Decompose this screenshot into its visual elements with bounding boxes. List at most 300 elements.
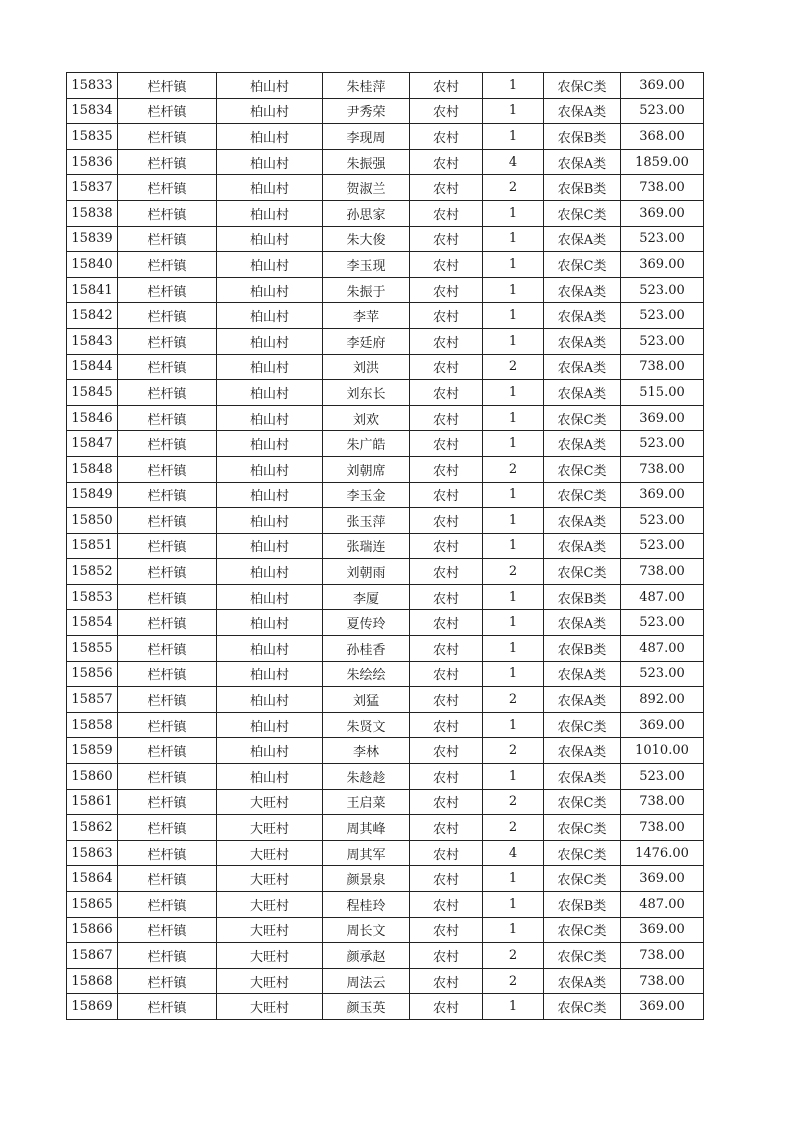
person-count-cell: 1 xyxy=(483,200,544,226)
name-cell: 李现周 xyxy=(323,124,410,150)
household-type-cell: 农村 xyxy=(410,73,483,99)
village-cell: 柏山村 xyxy=(217,98,323,124)
amount-cell: 523.00 xyxy=(621,277,704,303)
town-cell: 栏杆镇 xyxy=(118,328,217,354)
insurance-category-cell: 农保C类 xyxy=(544,482,621,508)
name-cell: 张瑞连 xyxy=(323,533,410,559)
town-cell: 栏杆镇 xyxy=(118,303,217,329)
record-id-cell: 15866 xyxy=(67,917,118,943)
village-cell: 柏山村 xyxy=(217,328,323,354)
town-cell: 栏杆镇 xyxy=(118,789,217,815)
household-type-cell: 农村 xyxy=(410,328,483,354)
insurance-category-cell: 农保B类 xyxy=(544,636,621,662)
table-row xyxy=(67,994,704,1020)
town-cell: 栏杆镇 xyxy=(118,764,217,790)
person-count-cell: 1 xyxy=(483,661,544,687)
person-count-cell: 1 xyxy=(483,764,544,790)
insurance-category-cell: 农保C类 xyxy=(544,559,621,585)
person-count-cell: 1 xyxy=(483,431,544,457)
amount-cell: 523.00 xyxy=(621,328,704,354)
name-cell: 颜玉英 xyxy=(323,994,410,1020)
household-type-cell: 农村 xyxy=(410,380,483,406)
village-cell: 柏山村 xyxy=(217,380,323,406)
village-cell: 柏山村 xyxy=(217,610,323,636)
household-type-cell: 农村 xyxy=(410,149,483,175)
table-row xyxy=(67,124,704,150)
amount-cell: 515.00 xyxy=(621,380,704,406)
household-type-cell: 农村 xyxy=(410,559,483,585)
insurance-category-cell: 农保A类 xyxy=(544,738,621,764)
town-cell: 栏杆镇 xyxy=(118,508,217,534)
household-type-cell: 农村 xyxy=(410,917,483,943)
town-cell: 栏杆镇 xyxy=(118,943,217,969)
town-cell: 栏杆镇 xyxy=(118,73,217,99)
household-type-cell: 农村 xyxy=(410,354,483,380)
person-count-cell: 1 xyxy=(483,252,544,278)
amount-cell: 738.00 xyxy=(621,559,704,585)
name-cell: 夏传玲 xyxy=(323,610,410,636)
record-id-cell: 15841 xyxy=(67,277,118,303)
household-type-cell: 农村 xyxy=(410,968,483,994)
household-type-cell: 农村 xyxy=(410,584,483,610)
village-cell: 柏山村 xyxy=(217,482,323,508)
village-cell: 柏山村 xyxy=(217,175,323,201)
record-id-cell: 15851 xyxy=(67,533,118,559)
household-type-cell: 农村 xyxy=(410,456,483,482)
amount-cell: 523.00 xyxy=(621,431,704,457)
insurance-category-cell: 农保C类 xyxy=(544,405,621,431)
table-row xyxy=(67,738,704,764)
town-cell: 栏杆镇 xyxy=(118,917,217,943)
amount-cell: 487.00 xyxy=(621,892,704,918)
insurance-category-cell: 农保A类 xyxy=(544,968,621,994)
person-count-cell: 2 xyxy=(483,354,544,380)
table-row xyxy=(67,380,704,406)
insurance-category-cell: 农保A类 xyxy=(544,380,621,406)
town-cell: 栏杆镇 xyxy=(118,559,217,585)
name-cell: 刘猛 xyxy=(323,687,410,713)
village-cell: 大旺村 xyxy=(217,892,323,918)
name-cell: 李林 xyxy=(323,738,410,764)
name-cell: 刘朝席 xyxy=(323,456,410,482)
insurance-category-cell: 农保B类 xyxy=(544,175,621,201)
record-id-cell: 15833 xyxy=(67,73,118,99)
village-cell: 大旺村 xyxy=(217,815,323,841)
household-type-cell: 农村 xyxy=(410,431,483,457)
town-cell: 栏杆镇 xyxy=(118,610,217,636)
table-row xyxy=(67,405,704,431)
town-cell: 栏杆镇 xyxy=(118,149,217,175)
table-row xyxy=(67,303,704,329)
amount-cell: 738.00 xyxy=(621,943,704,969)
amount-cell: 738.00 xyxy=(621,175,704,201)
insurance-category-cell: 农保C类 xyxy=(544,943,621,969)
person-count-cell: 1 xyxy=(483,712,544,738)
household-type-cell: 农村 xyxy=(410,303,483,329)
record-id-cell: 15868 xyxy=(67,968,118,994)
amount-cell: 523.00 xyxy=(621,98,704,124)
person-count-cell: 2 xyxy=(483,559,544,585)
name-cell: 王启菜 xyxy=(323,789,410,815)
amount-cell: 1859.00 xyxy=(621,149,704,175)
person-count-cell: 1 xyxy=(483,610,544,636)
amount-cell: 738.00 xyxy=(621,815,704,841)
person-count-cell: 2 xyxy=(483,968,544,994)
table-row xyxy=(67,149,704,175)
insurance-category-cell: 农保C类 xyxy=(544,73,621,99)
village-cell: 柏山村 xyxy=(217,559,323,585)
table-row xyxy=(67,431,704,457)
record-id-cell: 15863 xyxy=(67,840,118,866)
subsidy-table xyxy=(66,72,704,1020)
amount-cell: 369.00 xyxy=(621,200,704,226)
person-count-cell: 1 xyxy=(483,73,544,99)
table-row xyxy=(67,200,704,226)
name-cell: 程桂玲 xyxy=(323,892,410,918)
person-count-cell: 1 xyxy=(483,380,544,406)
household-type-cell: 农村 xyxy=(410,943,483,969)
town-cell: 栏杆镇 xyxy=(118,840,217,866)
record-id-cell: 15847 xyxy=(67,431,118,457)
person-count-cell: 1 xyxy=(483,508,544,534)
insurance-category-cell: 农保A类 xyxy=(544,98,621,124)
household-type-cell: 农村 xyxy=(410,636,483,662)
amount-cell: 523.00 xyxy=(621,764,704,790)
town-cell: 栏杆镇 xyxy=(118,738,217,764)
insurance-category-cell: 农保C类 xyxy=(544,456,621,482)
person-count-cell: 1 xyxy=(483,405,544,431)
insurance-category-cell: 农保C类 xyxy=(544,840,621,866)
name-cell: 周法云 xyxy=(323,968,410,994)
village-cell: 大旺村 xyxy=(217,994,323,1020)
amount-cell: 487.00 xyxy=(621,584,704,610)
village-cell: 柏山村 xyxy=(217,712,323,738)
village-cell: 柏山村 xyxy=(217,636,323,662)
record-id-cell: 15861 xyxy=(67,789,118,815)
table-row xyxy=(67,559,704,585)
household-type-cell: 农村 xyxy=(410,482,483,508)
village-cell: 大旺村 xyxy=(217,943,323,969)
table-row xyxy=(67,98,704,124)
person-count-cell: 2 xyxy=(483,815,544,841)
name-cell: 李厦 xyxy=(323,584,410,610)
town-cell: 栏杆镇 xyxy=(118,200,217,226)
person-count-cell: 1 xyxy=(483,328,544,354)
record-id-cell: 15839 xyxy=(67,226,118,252)
name-cell: 李玉金 xyxy=(323,482,410,508)
record-id-cell: 15858 xyxy=(67,712,118,738)
village-cell: 柏山村 xyxy=(217,226,323,252)
record-id-cell: 15844 xyxy=(67,354,118,380)
household-type-cell: 农村 xyxy=(410,712,483,738)
household-type-cell: 农村 xyxy=(410,840,483,866)
household-type-cell: 农村 xyxy=(410,661,483,687)
amount-cell: 369.00 xyxy=(621,917,704,943)
record-id-cell: 15867 xyxy=(67,943,118,969)
name-cell: 朱趁趁 xyxy=(323,764,410,790)
person-count-cell: 4 xyxy=(483,149,544,175)
table-row xyxy=(67,175,704,201)
person-count-cell: 1 xyxy=(483,303,544,329)
person-count-cell: 2 xyxy=(483,789,544,815)
insurance-category-cell: 农保C类 xyxy=(544,994,621,1020)
table-row xyxy=(67,840,704,866)
household-type-cell: 农村 xyxy=(410,789,483,815)
insurance-category-cell: 农保C类 xyxy=(544,200,621,226)
village-cell: 柏山村 xyxy=(217,687,323,713)
town-cell: 栏杆镇 xyxy=(118,482,217,508)
name-cell: 刘洪 xyxy=(323,354,410,380)
town-cell: 栏杆镇 xyxy=(118,456,217,482)
amount-cell: 738.00 xyxy=(621,968,704,994)
table-row xyxy=(67,661,704,687)
town-cell: 栏杆镇 xyxy=(118,712,217,738)
village-cell: 大旺村 xyxy=(217,789,323,815)
household-type-cell: 农村 xyxy=(410,815,483,841)
village-cell: 柏山村 xyxy=(217,277,323,303)
record-id-cell: 15869 xyxy=(67,994,118,1020)
household-type-cell: 农村 xyxy=(410,610,483,636)
amount-cell: 369.00 xyxy=(621,994,704,1020)
person-count-cell: 1 xyxy=(483,277,544,303)
insurance-category-cell: 农保A类 xyxy=(544,610,621,636)
household-type-cell: 农村 xyxy=(410,687,483,713)
name-cell: 贺淑兰 xyxy=(323,175,410,201)
amount-cell: 369.00 xyxy=(621,252,704,278)
insurance-category-cell: 农保C类 xyxy=(544,252,621,278)
record-id-cell: 15855 xyxy=(67,636,118,662)
table-row xyxy=(67,943,704,969)
table-row xyxy=(67,508,704,534)
insurance-category-cell: 农保C类 xyxy=(544,789,621,815)
name-cell: 朱大俊 xyxy=(323,226,410,252)
record-id-cell: 15842 xyxy=(67,303,118,329)
village-cell: 柏山村 xyxy=(217,252,323,278)
household-type-cell: 农村 xyxy=(410,98,483,124)
amount-cell: 523.00 xyxy=(621,303,704,329)
village-cell: 柏山村 xyxy=(217,738,323,764)
table-row xyxy=(67,328,704,354)
name-cell: 颜景泉 xyxy=(323,866,410,892)
person-count-cell: 1 xyxy=(483,866,544,892)
table-row xyxy=(67,482,704,508)
insurance-category-cell: 农保A类 xyxy=(544,764,621,790)
name-cell: 颜承赵 xyxy=(323,943,410,969)
name-cell: 朱贤文 xyxy=(323,712,410,738)
person-count-cell: 2 xyxy=(483,738,544,764)
amount-cell: 1010.00 xyxy=(621,738,704,764)
insurance-category-cell: 农保A类 xyxy=(544,661,621,687)
person-count-cell: 2 xyxy=(483,175,544,201)
household-type-cell: 农村 xyxy=(410,405,483,431)
town-cell: 栏杆镇 xyxy=(118,354,217,380)
village-cell: 大旺村 xyxy=(217,840,323,866)
amount-cell: 369.00 xyxy=(621,712,704,738)
insurance-category-cell: 农保A类 xyxy=(544,328,621,354)
record-id-cell: 15857 xyxy=(67,687,118,713)
table-row xyxy=(67,610,704,636)
town-cell: 栏杆镇 xyxy=(118,124,217,150)
table-row xyxy=(67,533,704,559)
table-row xyxy=(67,764,704,790)
town-cell: 栏杆镇 xyxy=(118,994,217,1020)
person-count-cell: 1 xyxy=(483,584,544,610)
amount-cell: 738.00 xyxy=(621,789,704,815)
town-cell: 栏杆镇 xyxy=(118,866,217,892)
table-body xyxy=(67,73,704,1020)
village-cell: 柏山村 xyxy=(217,533,323,559)
town-cell: 栏杆镇 xyxy=(118,533,217,559)
insurance-category-cell: 农保A类 xyxy=(544,354,621,380)
record-id-cell: 15856 xyxy=(67,661,118,687)
record-id-cell: 15850 xyxy=(67,508,118,534)
town-cell: 栏杆镇 xyxy=(118,431,217,457)
amount-cell: 1476.00 xyxy=(621,840,704,866)
town-cell: 栏杆镇 xyxy=(118,252,217,278)
town-cell: 栏杆镇 xyxy=(118,687,217,713)
record-id-cell: 15835 xyxy=(67,124,118,150)
table-row xyxy=(67,636,704,662)
record-id-cell: 15854 xyxy=(67,610,118,636)
insurance-category-cell: 农保C类 xyxy=(544,917,621,943)
insurance-category-cell: 农保A类 xyxy=(544,533,621,559)
village-cell: 大旺村 xyxy=(217,968,323,994)
person-count-cell: 2 xyxy=(483,456,544,482)
record-id-cell: 15836 xyxy=(67,149,118,175)
name-cell: 刘东长 xyxy=(323,380,410,406)
insurance-category-cell: 农保B类 xyxy=(544,892,621,918)
insurance-category-cell: 农保A类 xyxy=(544,277,621,303)
name-cell: 朱桂萍 xyxy=(323,73,410,99)
name-cell: 李苹 xyxy=(323,303,410,329)
table-row xyxy=(67,815,704,841)
table-row xyxy=(67,968,704,994)
amount-cell: 892.00 xyxy=(621,687,704,713)
record-id-cell: 15846 xyxy=(67,405,118,431)
household-type-cell: 农村 xyxy=(410,508,483,534)
town-cell: 栏杆镇 xyxy=(118,175,217,201)
record-id-cell: 15843 xyxy=(67,328,118,354)
household-type-cell: 农村 xyxy=(410,764,483,790)
record-id-cell: 15834 xyxy=(67,98,118,124)
person-count-cell: 1 xyxy=(483,892,544,918)
village-cell: 柏山村 xyxy=(217,661,323,687)
record-id-cell: 15840 xyxy=(67,252,118,278)
name-cell: 朱振强 xyxy=(323,149,410,175)
person-count-cell: 1 xyxy=(483,482,544,508)
insurance-category-cell: 农保C类 xyxy=(544,815,621,841)
household-type-cell: 农村 xyxy=(410,200,483,226)
record-id-cell: 15848 xyxy=(67,456,118,482)
insurance-category-cell: 农保B类 xyxy=(544,124,621,150)
person-count-cell: 1 xyxy=(483,226,544,252)
insurance-category-cell: 农保A类 xyxy=(544,303,621,329)
name-cell: 尹秀荣 xyxy=(323,98,410,124)
table-row xyxy=(67,712,704,738)
amount-cell: 738.00 xyxy=(621,456,704,482)
amount-cell: 368.00 xyxy=(621,124,704,150)
village-cell: 大旺村 xyxy=(217,866,323,892)
name-cell: 周长文 xyxy=(323,917,410,943)
record-id-cell: 15838 xyxy=(67,200,118,226)
name-cell: 孙思家 xyxy=(323,200,410,226)
table-row xyxy=(67,456,704,482)
household-type-cell: 农村 xyxy=(410,994,483,1020)
household-type-cell: 农村 xyxy=(410,866,483,892)
household-type-cell: 农村 xyxy=(410,175,483,201)
record-id-cell: 15859 xyxy=(67,738,118,764)
insurance-category-cell: 农保C类 xyxy=(544,712,621,738)
town-cell: 栏杆镇 xyxy=(118,892,217,918)
household-type-cell: 农村 xyxy=(410,252,483,278)
person-count-cell: 1 xyxy=(483,533,544,559)
town-cell: 栏杆镇 xyxy=(118,968,217,994)
household-type-cell: 农村 xyxy=(410,892,483,918)
amount-cell: 523.00 xyxy=(621,508,704,534)
name-cell: 李廷府 xyxy=(323,328,410,354)
amount-cell: 369.00 xyxy=(621,482,704,508)
person-count-cell: 1 xyxy=(483,124,544,150)
town-cell: 栏杆镇 xyxy=(118,405,217,431)
village-cell: 柏山村 xyxy=(217,200,323,226)
amount-cell: 523.00 xyxy=(621,661,704,687)
person-count-cell: 4 xyxy=(483,840,544,866)
household-type-cell: 农村 xyxy=(410,226,483,252)
town-cell: 栏杆镇 xyxy=(118,226,217,252)
table-row xyxy=(67,354,704,380)
village-cell: 柏山村 xyxy=(217,73,323,99)
person-count-cell: 2 xyxy=(483,687,544,713)
town-cell: 栏杆镇 xyxy=(118,584,217,610)
amount-cell: 523.00 xyxy=(621,533,704,559)
table-row xyxy=(67,789,704,815)
record-id-cell: 15860 xyxy=(67,764,118,790)
village-cell: 柏山村 xyxy=(217,431,323,457)
household-type-cell: 农村 xyxy=(410,533,483,559)
table-row xyxy=(67,73,704,99)
table-row xyxy=(67,252,704,278)
amount-cell: 369.00 xyxy=(621,866,704,892)
village-cell: 柏山村 xyxy=(217,124,323,150)
name-cell: 李玉现 xyxy=(323,252,410,278)
amount-cell: 487.00 xyxy=(621,636,704,662)
person-count-cell: 1 xyxy=(483,994,544,1020)
name-cell: 刘欢 xyxy=(323,405,410,431)
record-id-cell: 15853 xyxy=(67,584,118,610)
person-count-cell: 1 xyxy=(483,636,544,662)
village-cell: 柏山村 xyxy=(217,303,323,329)
name-cell: 张玉萍 xyxy=(323,508,410,534)
insurance-category-cell: 农保B类 xyxy=(544,584,621,610)
person-count-cell: 2 xyxy=(483,943,544,969)
name-cell: 朱振于 xyxy=(323,277,410,303)
insurance-category-cell: 农保A类 xyxy=(544,149,621,175)
village-cell: 柏山村 xyxy=(217,584,323,610)
amount-cell: 369.00 xyxy=(621,405,704,431)
town-cell: 栏杆镇 xyxy=(118,380,217,406)
town-cell: 栏杆镇 xyxy=(118,661,217,687)
village-cell: 柏山村 xyxy=(217,764,323,790)
person-count-cell: 1 xyxy=(483,98,544,124)
town-cell: 栏杆镇 xyxy=(118,98,217,124)
record-id-cell: 15864 xyxy=(67,866,118,892)
record-id-cell: 15865 xyxy=(67,892,118,918)
village-cell: 柏山村 xyxy=(217,456,323,482)
amount-cell: 523.00 xyxy=(621,226,704,252)
record-id-cell: 15849 xyxy=(67,482,118,508)
name-cell: 朱绘绘 xyxy=(323,661,410,687)
village-cell: 大旺村 xyxy=(217,917,323,943)
